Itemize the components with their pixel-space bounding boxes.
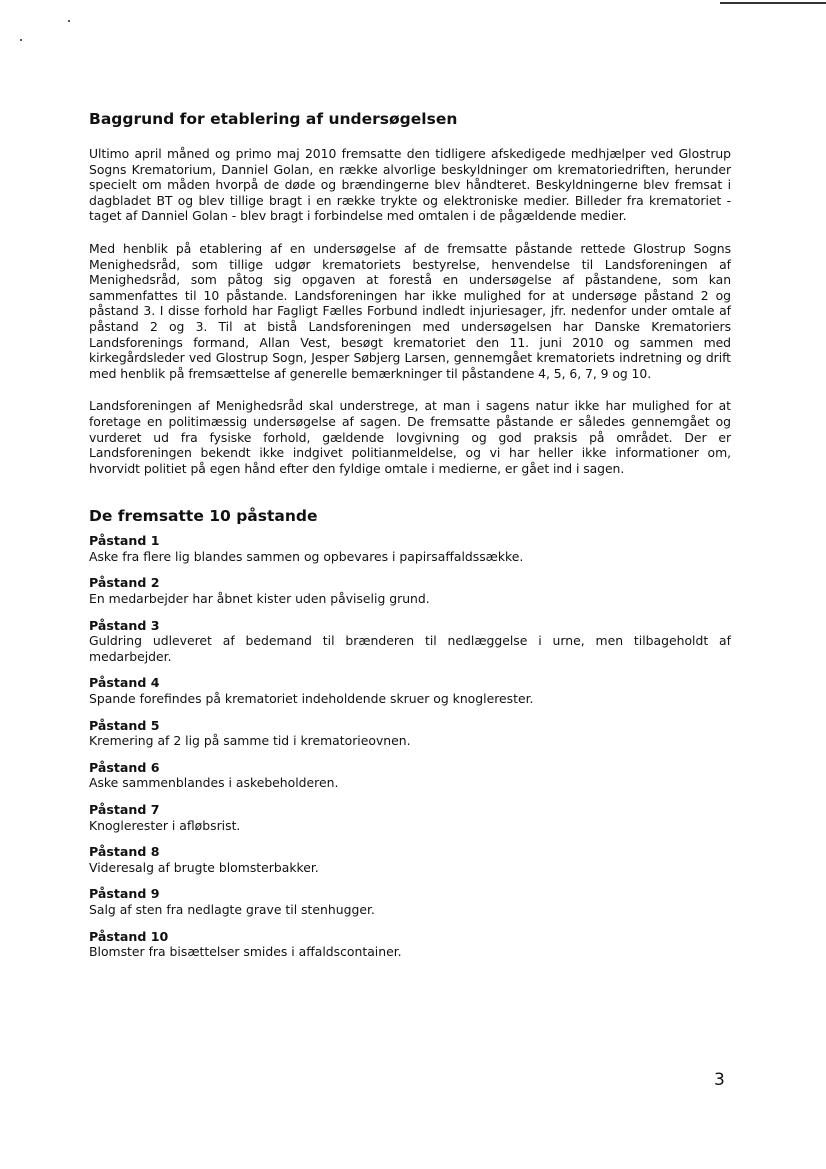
claim-text: Blomster fra bisættelser smides i affaldscontainer. (89, 944, 402, 960)
section-heading-claims: De fremsatte 10 påstande (89, 507, 318, 526)
claim-title: Påstand 3 (89, 617, 160, 633)
page-content (89, 110, 731, 971)
claim-title: Påstand 8 (89, 844, 160, 860)
claim-item (89, 802, 731, 833)
page-number: 3 (714, 1070, 725, 1090)
claim-title: Påstand 2 (89, 575, 160, 591)
claim-item (89, 844, 731, 875)
claim-item (89, 618, 731, 665)
claim-text: Salg af sten fra nedlagte grave til stenhugger. (89, 901, 375, 917)
claim-text: Videresalg af brugte blomsterbakker. (89, 859, 319, 875)
claim-title: Påstand 5 (89, 717, 160, 733)
paragraph-2: Med henblik på etablering af en undersøgelse af de fremsatte påstande rettede Glostrup Sogns Menighedsråd, som tillige udgør krematoriets bestyrelse, henvendelse til Landsforeningen af Menighedsråd, som påtog sig opgaven at forestå en undersøgelse af påstandene, som kan sammenfattes til 10 påstande. Landsforeningen har ikke mulighed for at undersøge påstand 2 og påstand 3. I disse forhold har Fagligt Fælles Forbund indledt injuriesager, jfr. nedenfor under omtale af påstand 2 og 3. Til at bistå Landsforeningen med undersøgelsen har Danske Krematoriers Landsforenings formand, Allan Vest, besøgt krematoriet den 11. juni 2010 og sammen med kirkegårdsleder ved Glostrup Sogn, Jesper Søbjerg Larsen, gennemgået krematoriets indretning og drift med henblik på fremsættelse af generelle bemærkninger til påstandene 4, 5, 6, 7, 9 og 10. (89, 240, 731, 381)
claim-item (89, 929, 731, 960)
claim-text: Spande forefindes på krematoriet indeholdende skruer og knoglerester. (89, 691, 534, 707)
paragraph-1: Ultimo april måned og primo maj 2010 fremsatte den tidligere afskedigede medhjælper ved Glostrup Sogns Krematorium, Danniel Golan, en række alvorlige beskyldninger om krematoriedriften, herunder specielt om måden hvorpå de døde og brændingerne blev håndteret. Beskyldningerne blev fremsat i dagbladet BT og blev tillige bragt i en række trykte og elektroniske medier. Billeder fra krematoriet - taget af Danniel Golan - blev bragt i forbindelse med omtalen i de pågældende medier. (89, 146, 731, 224)
claim-item (89, 718, 731, 749)
claim-title: Påstand 10 (89, 928, 169, 944)
claim-text: Guldring udleveret af bedemand til brænderen til nedlæggelse i urne, men tilbageholdt af medarbejder. (89, 633, 731, 664)
section-heading-background: Baggrund for etablering af undersøgelsen (89, 110, 458, 128)
scan-speck (68, 20, 70, 22)
claim-title: Påstand 7 (89, 802, 160, 817)
scan-edge-line (720, 2, 826, 4)
claim-item (89, 575, 731, 606)
claim-item (89, 886, 731, 917)
claim-title: Påstand 1 (89, 533, 160, 549)
claim-title: Påstand 6 (89, 759, 160, 775)
claim-item (89, 760, 731, 791)
scan-speck (20, 39, 22, 41)
claim-title: Påstand 4 (89, 675, 160, 691)
claim-text: En medarbejder har åbnet kister uden påviselig grund. (89, 591, 430, 607)
claim-text: Knoglerester i afløbsrist. (89, 817, 241, 833)
claim-text: Aske fra flere lig blandes sammen og opbevares i papirsaffaldssække. (89, 548, 524, 564)
claim-item (89, 675, 731, 706)
claim-item (89, 533, 731, 564)
claim-title: Påstand 9 (89, 886, 160, 902)
paragraph-3: Landsforeningen af Menighedsråd skal understrege, at man i sagens natur ikke har mulighed for at foretage en politimæssig undersøgelse af sagen. De fremsatte påstande er således gennemgået og vurderet ud fra fysiske forhold, gældende lovgivning og god praksis på området. Der er Landsforeningen bekendt ikke indgivet politianmeldelse, og vi har heller ikke informationer om, hvorvidt politiet på egen hånd efter den fyldige omtale i medierne, er gået ind i sagen. (89, 398, 731, 476)
claim-text: Kremering af 2 lig på samme tid i krematorieovnen. (89, 733, 411, 749)
claim-text: Aske sammenblandes i askebeholderen. (89, 775, 339, 791)
